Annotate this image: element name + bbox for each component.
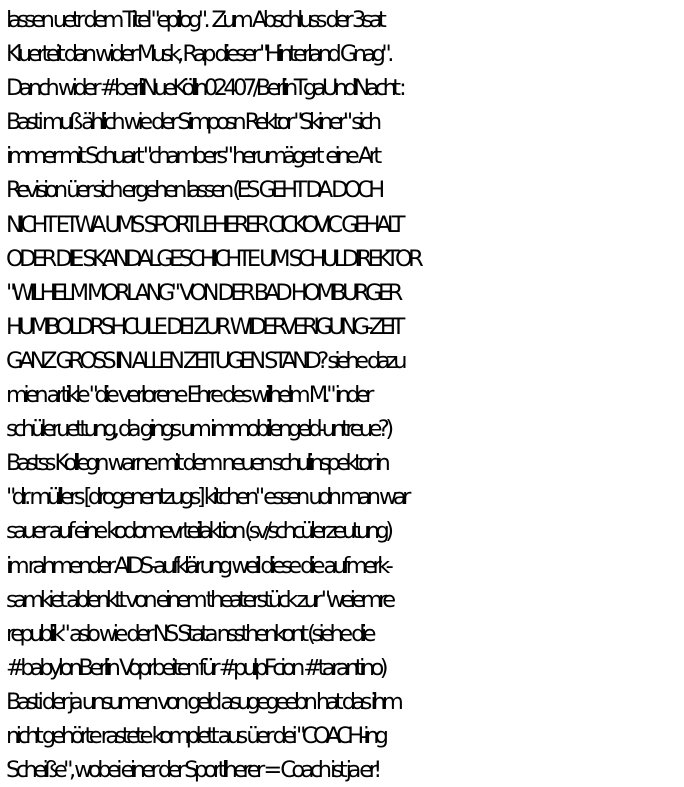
text-line-15: "dr. müllers [drogenentzugs] kitchen" essen udn man war (6, 484, 407, 511)
text-line-21: Basti der ja unsumen von geld asugegeebn hat das ihm (6, 688, 400, 715)
text-line-23: Scheiße", wobei einer der Sportlherer = Coach ist ja er! (6, 757, 378, 784)
text-line-6: Revision üer sich ergehen lassen (ES GEHT DA DOCH (6, 177, 381, 204)
text-line-3: Danch wider #berliNueKölln02407/BerlinTgaUndNacht : (6, 75, 403, 102)
text-line-18: samkiet ablenktt von einem theaterstück zur "weiemre (6, 586, 392, 613)
text-line-9: "WILHELM MORLANG" VON DER BAD HOMBURGER (6, 279, 399, 306)
text-line-19: republik" aslo wie der NS Stata nssthenkont (siehe die (6, 620, 372, 647)
text-line-13: schüleruettung, da gings um immobilengeld-untreue?) (6, 416, 390, 443)
text-line-2: Kluerteit dan wider Musk, Rap dieser "Hinterland Gnag". (6, 41, 390, 68)
text-line-7: NICHT ETWA UMS SPORTLEHERER CICKOVIC GEHALT (6, 211, 401, 238)
text-line-1: lassen uetr dem Titel "epilog". Zum Abschluss der 3sat (6, 7, 383, 33)
text-line-14: Bastss Kollegn warne mit dem neuen schulinspektor in (6, 450, 387, 477)
text-line-20: #babylonBerlin Voprbeiten für #pulpFcion #tarantino) (6, 654, 384, 681)
text-line-11: GANZ GROSS IN ALLEN ZEITUGEN STAND? siehe dazu (6, 347, 403, 374)
body-text (6, 3, 684, 787)
text-line-10: HUMBOLDRSHCULE DEI ZUR WIDERVERIGUNG-ZEIT (6, 313, 401, 340)
text-line-4: Basti muß ählich wie der Simposn Rektor "Skiner" sich (6, 109, 378, 136)
text-line-16: sauer auf eine kodomevrteilaktion (sv/schcülerzeutung) (6, 518, 390, 545)
text-line-8: ODER DIE SKANDALGESCHICHTE UM SCHULDIREKTOR (6, 245, 420, 272)
text-line-12: mien artikle "die verlorene Ehre des wilhelm M." inder (6, 382, 370, 409)
text-line-5: immer mit Schuart "chambers" herumägert eine Art (6, 143, 378, 170)
text-line-22: nicht gehörte rastete komplett aus üer dei "COACH-ing (6, 722, 385, 749)
text-line-17: im rahmender AIDS-aufklärung weil diese die aufmerk- (6, 552, 390, 579)
